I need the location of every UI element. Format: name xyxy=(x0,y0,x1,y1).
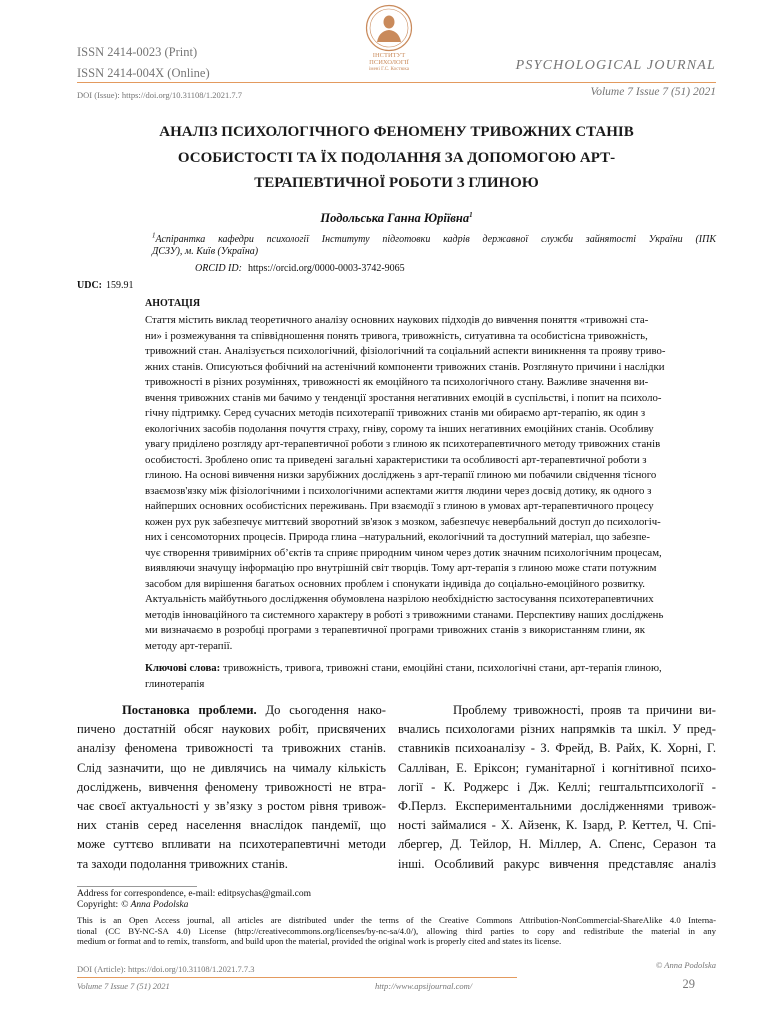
license-line: This is an Open Access journal, all articles are distributed under the terms of the Creative Commons Attribution-NonCommercial-ShareAlike 4.0 Interna- xyxy=(77,915,716,925)
license-line: medium or format and to remix, transform, and build upon the material, provided the original work is properly cited and states its license. xyxy=(77,936,562,946)
keywords-text: тривожність, тривога, тривожні стани, емоційні стани, психологічні стани, арт-терапія глиною, xyxy=(222,662,662,674)
correspondence-address: Address for correspondence, e-mail: editpsychas@gmail.com xyxy=(77,889,312,899)
keywords xyxy=(145,660,662,692)
body-line: може суттєво впливати на психотерапевтичні методи xyxy=(77,837,386,852)
abstract-line: тривожний стан. Аналізується психологічний, фізіологічний та соціальний аспекти виникнення та прояву триво- xyxy=(145,345,666,357)
orcid xyxy=(195,262,405,275)
udc-label: UDC: xyxy=(77,280,102,291)
license-text xyxy=(77,915,716,947)
author xyxy=(77,210,716,226)
abstract-line: кожен рух рук забезпечує миттєвий зворотний зв'язок з мозком, забезпечує невербальний доступ до психологіч- xyxy=(145,515,661,528)
keywords-label: Ключові слова: xyxy=(145,662,221,674)
footer-url: http://www.apsijournal.com/ xyxy=(375,981,473,991)
logo-text-line3: імені Г.С. Костюка xyxy=(369,67,409,72)
abstract-line: Актуальність майбутнього дослідження обумовлена назрілою необхідністю застосування психотерапевтичних xyxy=(145,593,654,605)
body-line: вчались психологами різних напрямків та шкіл. У пред- xyxy=(398,722,716,737)
abstract-line: ни» і розмежування та співвідношення понять тривога, тривожність, ситуативна та особистісна тривожність, xyxy=(145,329,648,342)
affiliation-line xyxy=(152,231,716,246)
body-line: та заходи подолання тривожних станів. xyxy=(77,856,288,871)
body-line: Проблему тривожності, прояв та причини ви- xyxy=(453,703,716,717)
body-line: логії - К. Роджерс і Дж. Келлі; гештальтпсихології - xyxy=(398,779,716,794)
footer-divider xyxy=(77,977,517,978)
orcid-label: ORCID ID: xyxy=(195,263,242,274)
body-line: Ф.Перлз. Експериментальними дослідженнями тривож- xyxy=(398,799,716,814)
footnote-divider xyxy=(77,886,197,887)
abstract-line: особистості. Зроблено опис та приведені загальні характеристики та особливості арт-терапевтичної роботи з xyxy=(145,453,647,466)
keywords-line xyxy=(145,660,662,676)
title-line: ТЕРАПЕВТИЧНОЇ РОБОТИ З ГЛИНОЮ xyxy=(254,175,539,191)
abstract-line: глиною. На основі вивчення низки зарубіжних досліджень з арт-терапії глиною ми побачили свідчення тісного xyxy=(145,469,657,481)
abstract-line: чує створення тривимірних об’єктів та сприяє природним чином через дотик значним психологічним процесам, xyxy=(145,546,662,559)
abstract-line: них і сенсомоторних процесів. Природа глина –натуральний, екологічний та доступний матеріал, що забезпе- xyxy=(145,531,650,543)
abstract-line: вчення тривожних станів ми бачимо у тенденції зростання негативних емоцій в суспільстві, і попит на психоло- xyxy=(145,391,662,404)
body-line xyxy=(77,701,386,720)
affiliation-text: Аспірантка кафедри психології Інституту підготовки кадрів державної служби зайнятості України (ІПК xyxy=(155,234,716,245)
abstract-line: екологічних засобів подолання почуття страху, гніву, сорому та інших негативних емоційних станів. Особливу xyxy=(145,422,654,435)
affiliation-line: ДСЗУ), м. Київ (Україна) xyxy=(152,245,259,257)
title-line: ОСОБИСТОСТІ ТА ЇХ ПОДОЛАННЯ ЗА ДОПОМОГОЮ АРТ- xyxy=(177,149,616,166)
institute-logo-icon xyxy=(365,4,413,52)
abstract-line: взаємозв'язку між фізіологічними і психологічними аспектами життя людини через досвід дотику, як одного з xyxy=(145,484,652,497)
section-heading: Постановка проблеми. xyxy=(122,703,257,717)
body-line: пичено достатній обсяг наукових робіт, присвячених xyxy=(77,722,386,737)
abstract-line: виявляючи значущу інформацію про внутрішній світ творців. Тому арт-терапія з глиною може стати потужним xyxy=(145,562,657,574)
affiliation xyxy=(152,231,716,257)
body-line: ставників психоаналізу - З. Фрейд, В. Райх, К. Хорні, Г. xyxy=(398,741,716,756)
author-name: Подольська Ганна Юріївна xyxy=(320,211,470,225)
abstract-heading: АНОТАЦІЯ xyxy=(145,298,201,309)
abstract-line: гічну підтримку. Серед сучасних методів психотерапії тривожних станів ми обираємо арт-терапію, як один з xyxy=(145,407,646,419)
udc-value: 159.91 xyxy=(106,280,134,291)
article-title xyxy=(77,120,716,197)
issn-online: ISSN 2414-004X (Online) xyxy=(77,66,210,80)
title-line: АНАЛІЗ ПСИХОЛОГІЧНОГО ФЕНОМЕНУ ТРИВОЖНИХ СТАНІВ xyxy=(159,124,634,140)
body-line: ності займалися - Х. Айзенк, К. Ізард, Р. Кеттел, Ч. Спі- xyxy=(398,818,716,833)
abstract-line: найперших основних особистісних переживань. При взаємодії з глиною в умовах арт-терапевтичного процесу xyxy=(145,500,654,512)
copyright-holder: © Anna Podolska xyxy=(121,900,189,910)
footer-volume: Volume 7 Issue 7 (51) 2021 xyxy=(77,981,170,991)
abstract-line: увагу приділено розгляду арт-терапевтичної роботи з глиною як психотерапевтичного методу тривожних станів xyxy=(145,438,661,450)
abstract-text xyxy=(145,313,666,654)
body-line: інші. Особливий ракурс вивчення представляє аналіз xyxy=(398,856,716,871)
body-line: аналізу феномена тривожності та тривожних станів. xyxy=(77,741,386,756)
body-line: досліджень, вивчення феномену тривожності не втра- xyxy=(77,779,386,794)
issn-print: ISSN 2414-0023 (Print) xyxy=(77,45,198,59)
abstract-line: методу арт-терапії. xyxy=(145,639,233,652)
body-column-right xyxy=(398,701,716,874)
orcid-link: https://orcid.org/0000-0003-3742-9065 xyxy=(247,263,405,274)
footer-author: © Anna Podolska xyxy=(655,960,716,970)
affiliation-superscript: 1 xyxy=(152,231,156,240)
page-number: 29 xyxy=(682,977,695,991)
logo-text-line1: ІНСТИТУТ xyxy=(372,52,406,59)
body-line: Слід зазначити, що не дивлячись на чималу кількість xyxy=(77,760,386,775)
copyright xyxy=(77,900,188,911)
abstract-line: ми визначаємо в розробці програми з терапевтичної програми тривожних станів з використанням глини, як xyxy=(145,624,645,636)
abstract-line: Стаття містить виклад теоретичного аналізу основних наукових підходів до вивчення поняття «тривожні ста- xyxy=(145,314,649,326)
doi-article: DOI (Article): https://doi.org/10.31108/1.2021.7.7.3 xyxy=(77,964,255,974)
udc xyxy=(77,279,134,292)
body-line: лбергер, Д. Тейлор, Н. Міллер, А. Спенс, Серазон та xyxy=(398,837,716,852)
body-line: них станів серед населення внаслідок пандемії, що xyxy=(77,818,386,833)
keywords-line: глинотерапія xyxy=(145,678,205,690)
abstract-line: жних станів. Описуються фобічний на астенічний компоненти тривожних станів. Розглянуто причини і наслідки xyxy=(145,360,665,373)
author-superscript: 1 xyxy=(469,210,473,219)
body-line: чає своєї актуальності у зв’язку з ростом рівня тривож- xyxy=(77,799,386,814)
header-divider xyxy=(77,82,716,83)
license-line: tional (CC BY-NC-SA 4.0) License (http://creativecommons.org/licenses/by-nc-sa/4.0/), allowing third parties to copy and redistribute the material in any xyxy=(77,925,716,936)
body-column-left xyxy=(77,701,386,874)
logo-text-line2: ПСИХОЛОГІЇ xyxy=(369,59,409,66)
journal-name: PSYCHOLOGICAL JOURNAL xyxy=(515,58,716,73)
body-line: Салліван, Е. Еріксон; гуманітарної і когнітивної психо- xyxy=(398,760,716,775)
abstract-line: засобом для вирішення багатьох основних проблем і спонукати індивіда до соціально-емоційного розвитку. xyxy=(145,577,645,590)
doi-issue: DOI (Issue): https://doi.org/10.31108/1.2021.7.7 xyxy=(77,90,243,100)
abstract-line: тривожності в різних розуміннях, тривожності як емоційного та психологічного стану. Важливе значення ви- xyxy=(145,376,649,388)
body-text: До сьогодення нако- xyxy=(265,703,386,717)
journal-volume: Volume 7 Issue 7 (51) 2021 xyxy=(590,86,716,98)
abstract-line: методів інноваційного та системного характеру в роботі з тривожними станами. Перспективу наших досліджень xyxy=(145,608,664,621)
copyright-label: Copyright: xyxy=(77,900,119,910)
